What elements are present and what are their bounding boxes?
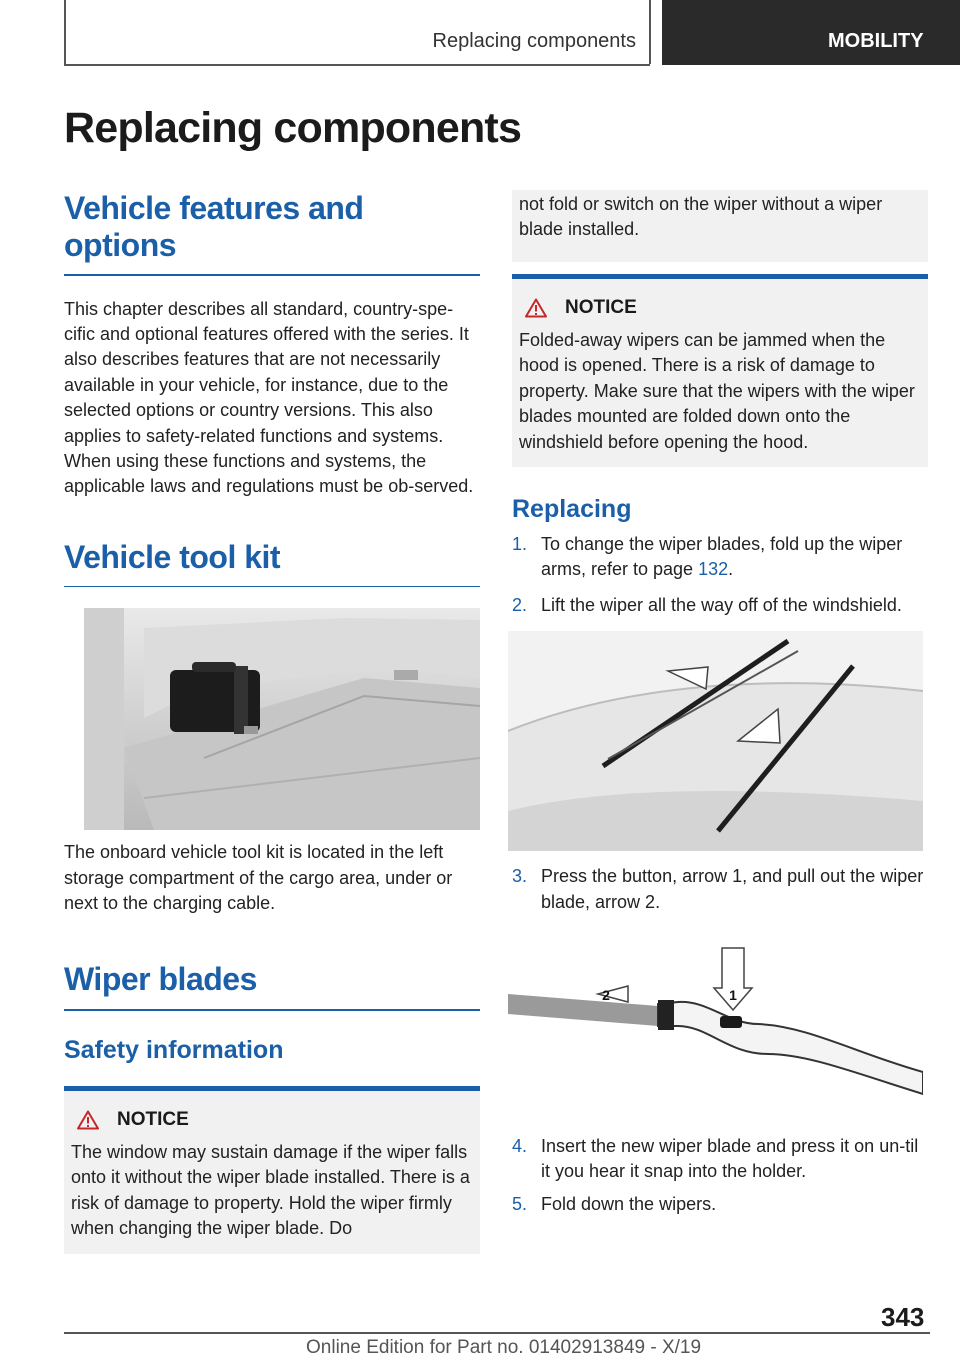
arrow-label-1: 1 [729, 987, 737, 1004]
header-rule-left [64, 0, 66, 64]
step-number: 1. [512, 534, 528, 555]
wiper-arms-image [508, 631, 923, 851]
step-4 [512, 1134, 928, 1185]
heading-tool-kit: Vehicle tool kit [64, 538, 281, 575]
warning-icon [525, 298, 547, 318]
step-text: Press the button, arrow 1, and pull out the wiper blade, arrow 2. [541, 866, 924, 912]
toolkit-paragraph: The onboard vehicle tool kit is located in the left storage compartment of the cargo area, under or next to the charging cable. [64, 842, 453, 914]
cargo-area-image [84, 608, 480, 830]
step-3 [512, 864, 928, 915]
notice-text: Folded-away wipers can be jammed when the hood is opened. There is a risk of damage to property. Make sure that the wipers with the wiper blades mounted are folded down onto the windshield before opening the hood. [519, 330, 915, 452]
notice-label: NOTICE [117, 1108, 189, 1130]
notice-continued [512, 190, 928, 262]
wiper-blade-detail-image [508, 944, 923, 1118]
step-text: Fold down the wipers. [541, 1193, 717, 1214]
step-number: 5. [512, 1193, 528, 1214]
heading-replacing: Replacing [512, 495, 632, 524]
step-5 [512, 1192, 928, 1217]
heading-wiper-blades: Wiper blades [64, 961, 257, 998]
notice-continued-text: not fold or switch on the wiper without a wiper blade installed. [519, 194, 883, 240]
heading-vehicle-features: Vehicle features and options [64, 190, 364, 263]
features-paragraph: This chapter describes all standard, country-spe-cific and optional features offered with the series. It also describes features that are not necessarily available in your vehicle, for instance, due to the selected options or country versions. This also applies to safety-related functions and systems. When using these functions and systems, the applicable laws and regulations must be ob-served. [64, 298, 474, 497]
heading-rule [64, 1009, 480, 1011]
step-2 [512, 593, 928, 618]
step-1: 1. To change the wiper blades, fold up the wiper arms, refer to page 132. [512, 532, 928, 583]
arrow-label-2: 2 [602, 987, 610, 1004]
page-title: Replacing components [64, 104, 522, 152]
step-text: To change the wiper blades, fold up the wiper arms, refer to page [541, 534, 903, 580]
header-rule-bottom [64, 64, 650, 66]
step-number: 3. [512, 866, 528, 887]
step-number: 2. [512, 594, 528, 615]
step-number: 4. [512, 1136, 528, 1157]
heading-safety-info: Safety information [64, 1035, 284, 1064]
header-rule-right [649, 0, 651, 64]
notice-box [64, 1086, 480, 1254]
header-section: Replacing components [432, 30, 636, 52]
notice-text: The window may sustain damage if the wiper falls onto it without the wiper blade installed. There is a risk of damage to property. Hold the wiper firmly when changing the wiper blade. Do [71, 1141, 470, 1239]
heading-rule [64, 586, 480, 588]
step-text: Lift the wiper all the way off of the windshield. [541, 594, 902, 615]
warning-icon [77, 1110, 99, 1130]
page-number: 343 [881, 1302, 925, 1332]
right-column [512, 190, 928, 1217]
heading-rule [64, 274, 480, 276]
left-column [64, 190, 480, 1254]
notice-box-2 [512, 274, 928, 467]
page-ref-link[interactable]: 132 [698, 559, 729, 580]
notice-label: NOTICE [565, 297, 637, 318]
footer-rule [64, 1332, 930, 1334]
header-chapter-tab[interactable]: MOBILITY [662, 0, 960, 65]
footer-edition: Online Edition for Part no. 01402913849 - X/19 [306, 1337, 702, 1358]
step-text: Insert the new wiper blade and press it on un-til it you hear it snap into the holder. [541, 1136, 919, 1182]
